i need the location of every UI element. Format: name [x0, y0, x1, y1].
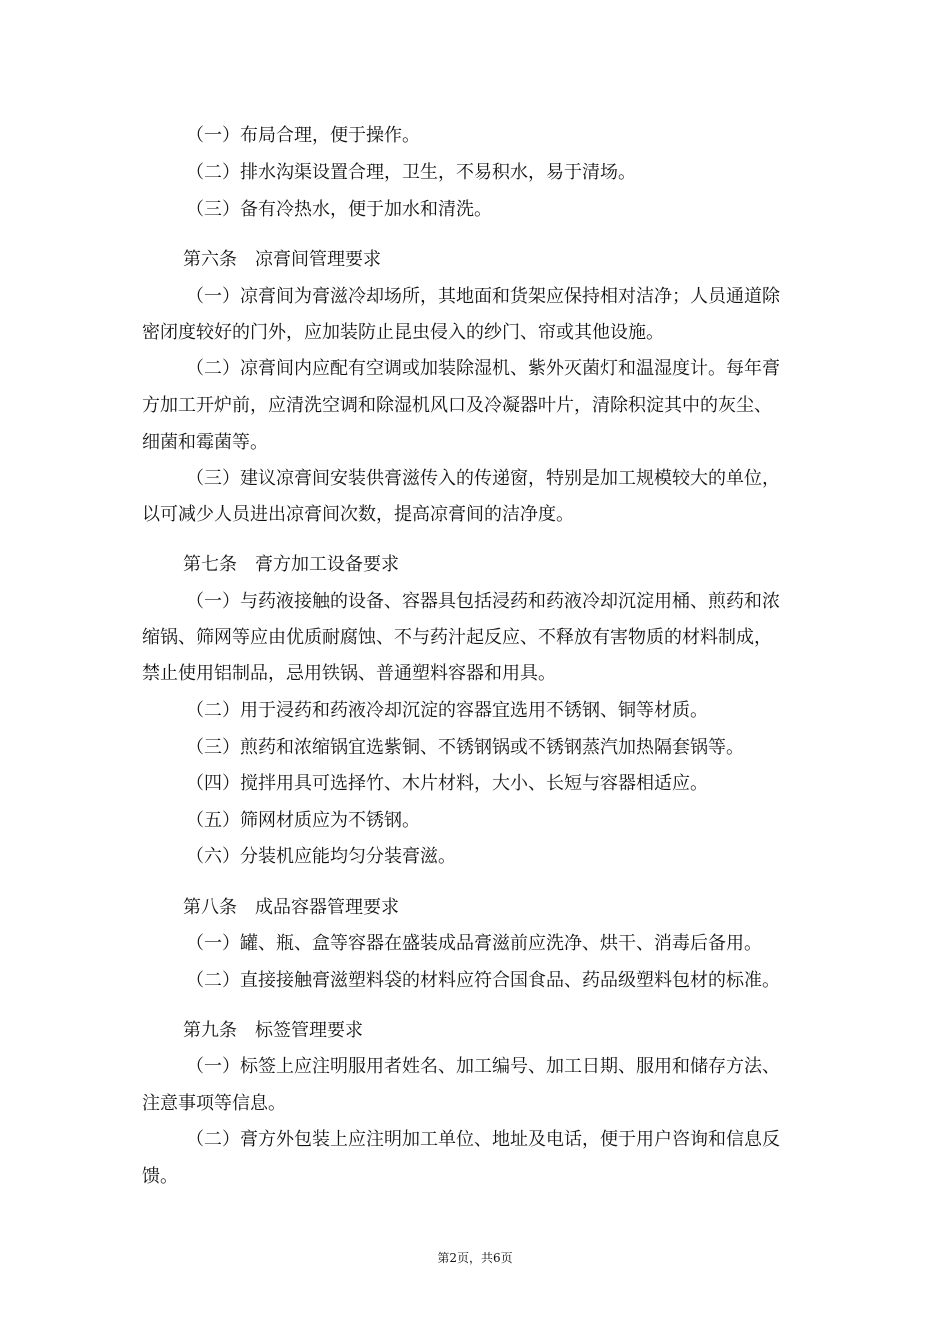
article-6-item-2-line-1: （二）凉膏间内应配有空调或加装除湿机、紫外灭菌灯和温湿度计。每年膏	[186, 358, 780, 379]
item-water: （三）备有冷热水，便于加水和清洗。	[186, 199, 492, 220]
article-7-item-5: （五）筛网材质应为不锈钢。	[186, 810, 420, 831]
article-6-item-3-line-2: 以可减少人员进出凉膏间次数，提高凉膏间的洁净度。	[142, 504, 574, 525]
article-9-item-2-line-1: （二）膏方外包装上应注明加工单位、地址及电话，便于用户咨询和信息反	[186, 1129, 780, 1150]
article-8-item-2: （二）直接接触膏滋塑料袋的材料应符合国食品、药品级塑料包材的标准。	[186, 970, 780, 991]
article-6-heading: 第六条 凉膏间管理要求	[183, 249, 381, 270]
article-6-item-2-line-2: 方加工开炉前，应清洗空调和除湿机风口及冷凝器叶片，清除积淀其中的灰尘、	[142, 395, 772, 416]
article-9-item-1-line-2: 注意事项等信息。	[142, 1093, 286, 1114]
article-7-item-6: （六）分装机应能均匀分装膏滋。	[186, 846, 456, 867]
article-7-item-1-line-1: （一）与药液接触的设备、容器具包括浸药和药液冷却沉淀用桶、煎药和浓	[186, 591, 780, 612]
article-8-item-1: （一）罐、瓶、盒等容器在盛装成品膏滋前应洗净、烘干、消毒后备用。	[186, 933, 762, 954]
article-7-item-1-line-3: 禁止使用铝制品，忌用铁锅、普通塑料容器和用具。	[142, 663, 556, 684]
article-9-heading: 第九条 标签管理要求	[183, 1020, 363, 1041]
article-6-item-1-line-1: （一）凉膏间为膏滋冷却场所，其地面和货架应保持相对洁净；人员通道除	[186, 286, 780, 307]
article-7-heading: 第七条 膏方加工设备要求	[183, 554, 399, 575]
article-7-item-2: （二）用于浸药和药液冷却沉淀的容器宜选用不锈钢、铜等材质。	[186, 700, 708, 721]
article-6-item-1-line-2: 密闭度较好的门外，应加装防止昆虫侵入的纱门、帘或其他设施。	[142, 322, 664, 343]
article-9-item-1-line-1: （一）标签上应注明服用者姓名、加工编号、加工日期、服用和储存方法、	[186, 1056, 780, 1077]
item-drainage: （二）排水沟渠设置合理，卫生，不易积水，易于清场。	[186, 162, 636, 183]
article-7-item-4: （四）搅拌用具可选择竹、木片材料，大小、长短与容器相适应。	[186, 773, 708, 794]
article-6-item-2-line-3: 细菌和霉菌等。	[142, 432, 268, 453]
article-6-item-3-line-1: （三）建议凉膏间安装供膏滋传入的传递窗，特别是加工规模较大的单位，	[186, 468, 780, 489]
item-layout: （一）布局合理，便于操作。	[186, 125, 420, 146]
article-7-item-3: （三）煎药和浓缩锅宜选紫铜、不锈钢锅或不锈钢蒸汽加热隔套锅等。	[186, 737, 744, 758]
article-7-item-1-line-2: 缩锅、筛网等应由优质耐腐蚀、不与药汁起反应、不释放有害物质的材料制成，	[142, 627, 772, 648]
page-number: 第2页，共6页	[437, 1251, 513, 1265]
article-8-heading: 第八条 成品容器管理要求	[183, 897, 399, 918]
article-9-item-2-line-2: 馈。	[142, 1166, 178, 1187]
